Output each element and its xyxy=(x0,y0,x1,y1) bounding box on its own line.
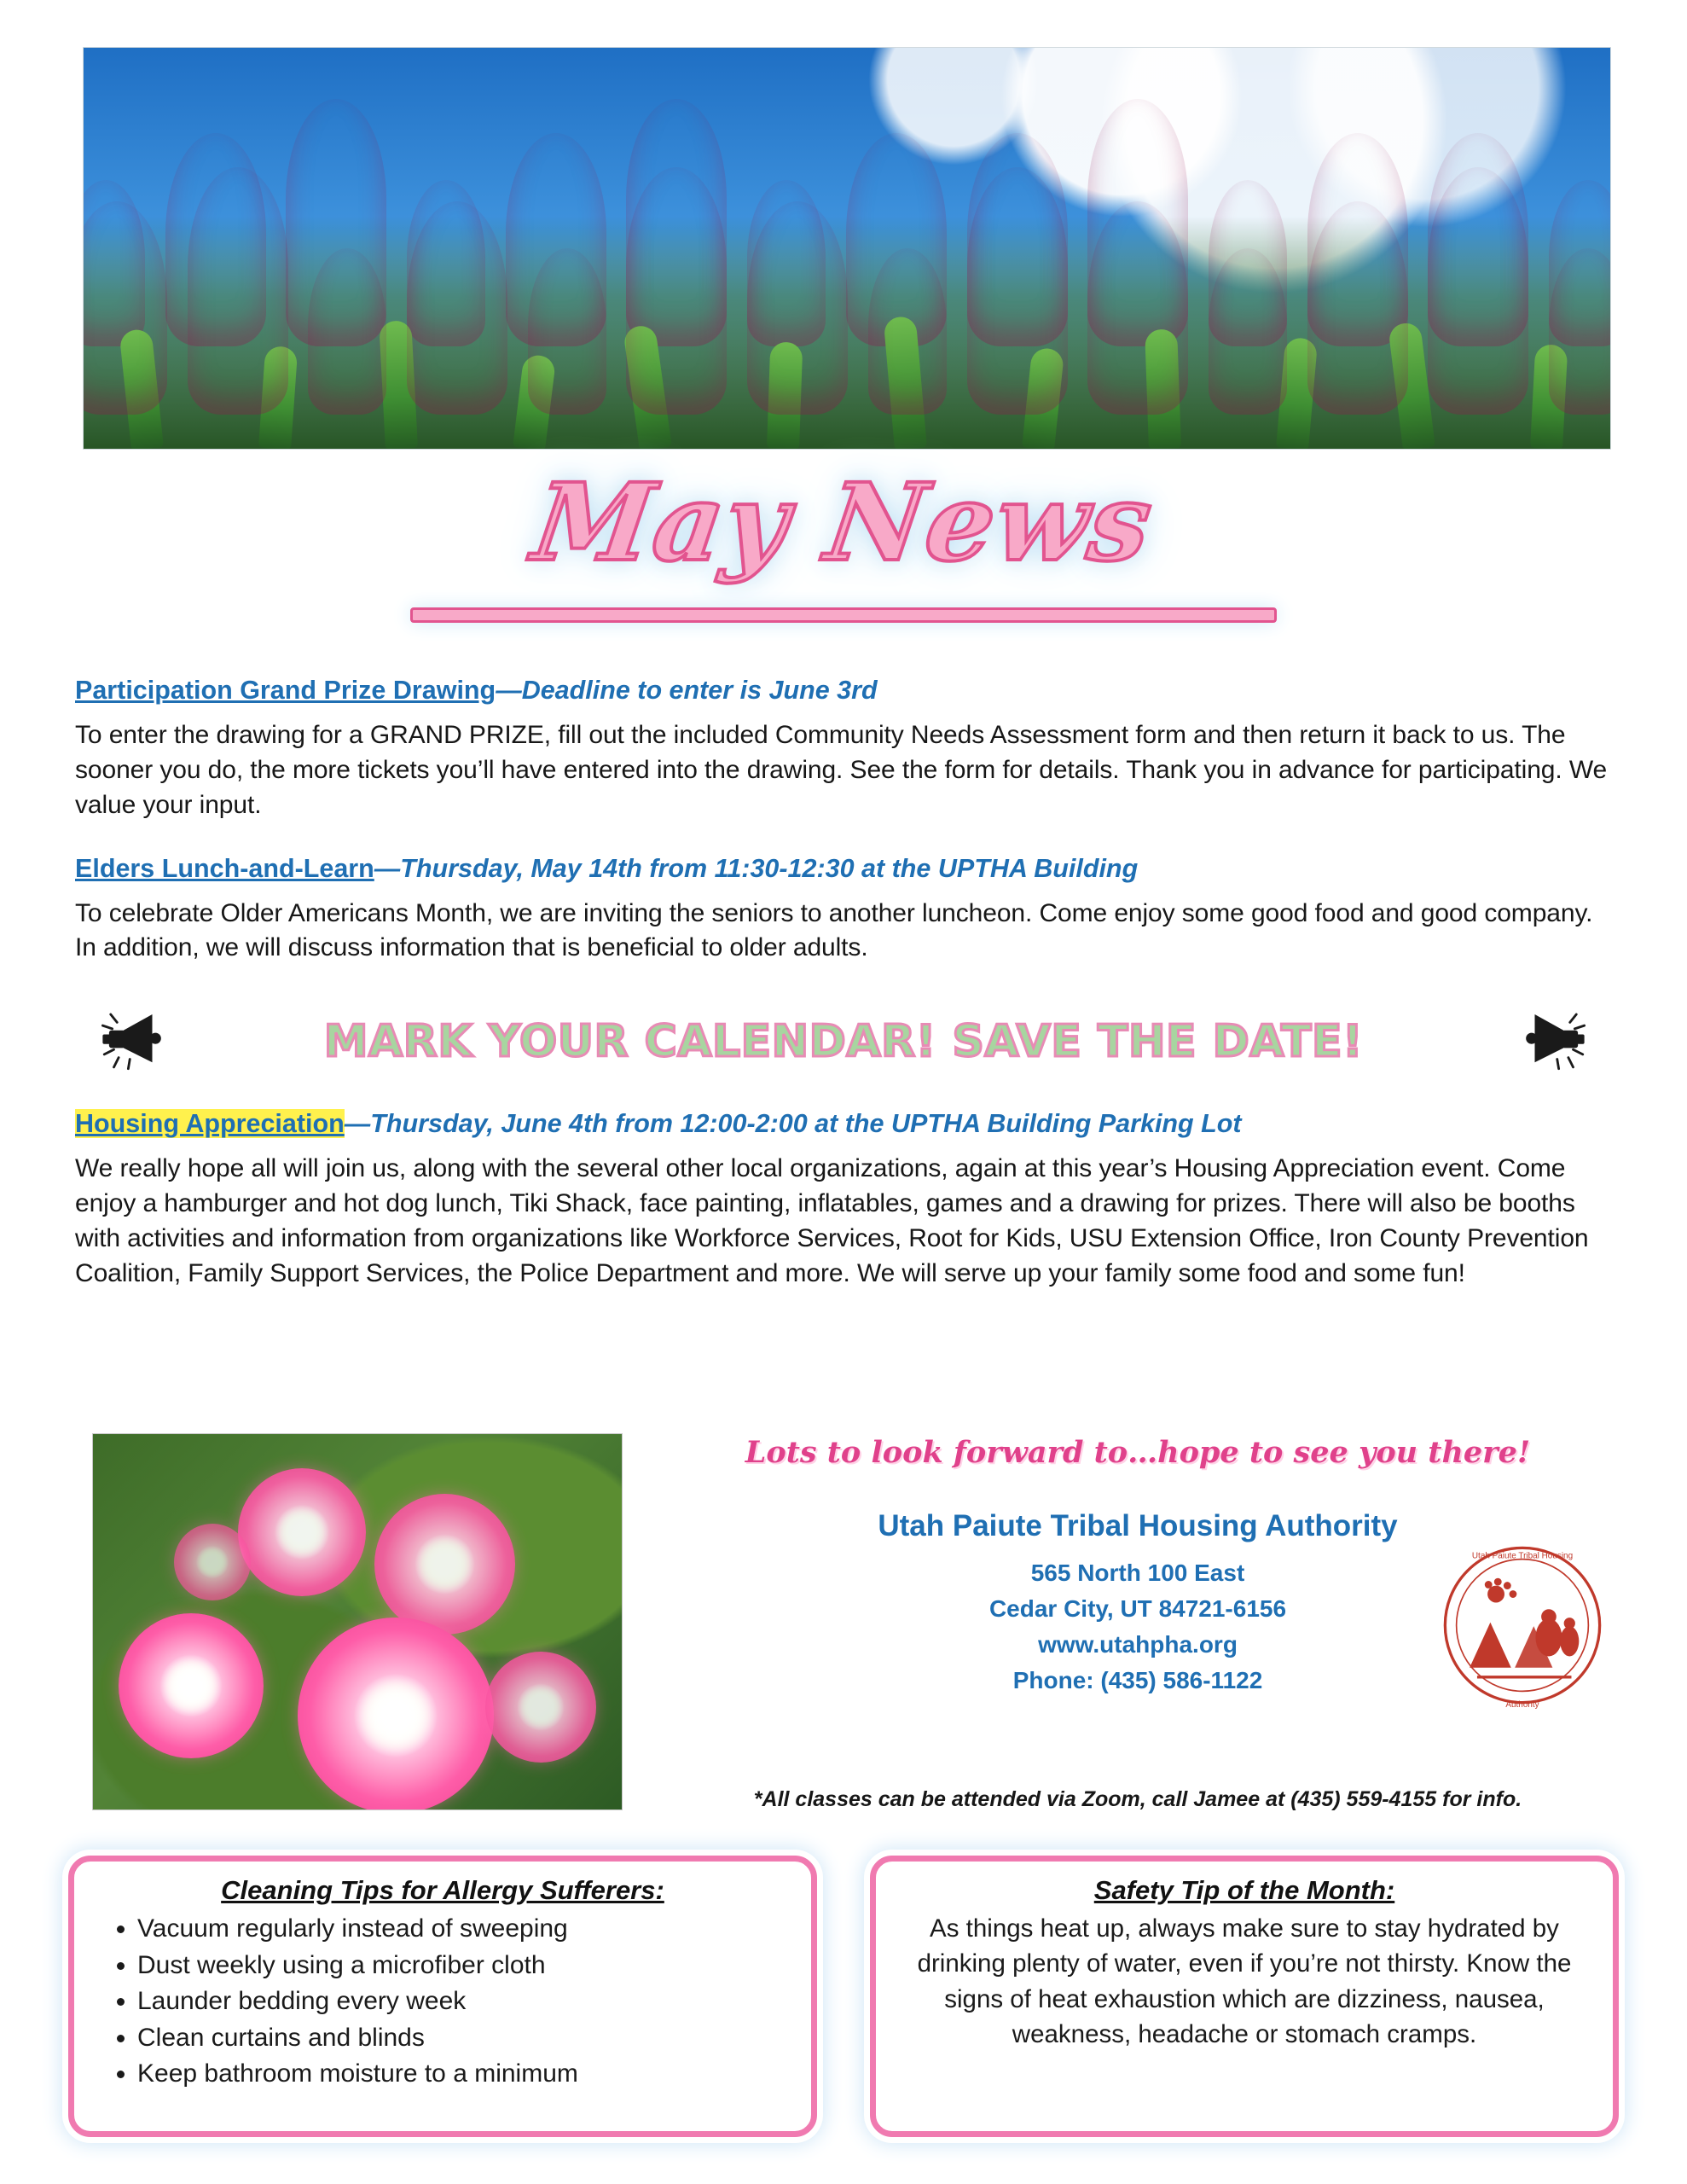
list-item: • Keep bathroom moisture to a minimum xyxy=(137,2056,794,2093)
list-item: • Clean curtains and blinds xyxy=(137,2020,794,2057)
megaphone-icon xyxy=(92,1002,174,1078)
page-title: May News xyxy=(526,461,1161,585)
megaphone-icon xyxy=(1513,1002,1595,1078)
mark-your-calendar-band xyxy=(75,995,1612,1089)
safety-tip-text: As things heat up, always make sure to stay hydrated by drinking plenty of water, even if you’re not thirsty. Know the signs of heat exhaustion which are dizziness, nausea, weakness, headache or stomach cramps. xyxy=(917,1914,1572,2048)
section-heading-elders-lunch xyxy=(75,852,1612,885)
section-heading-tail: —Thursday, June 4th from 12:00-2:00 at the UPTHA Building Parking Lot xyxy=(344,1109,1242,1139)
cleaning-tips-box xyxy=(68,1856,817,2137)
tip-boxes-row xyxy=(68,1856,1619,2137)
section-heading-lead-highlighted: Housing Appreciation xyxy=(75,1109,345,1139)
list-item: • Dust weekly using a microfiber cloth xyxy=(137,1948,794,1984)
section-body-housing-appreciation: We really hope all will join us, along with the several other local organizations, again at this year’s Housing Appreciation event. Come enjoy a hamburger and hot dog lunch, Tiki Shack, face painting, inflatables, games and a drawing for prizes. There will also be booths with activities and information from organizations like Workforce Services, Root for Kids, USU Extension Office, Iron County Prevention Coalition, Family Support Services, the Police Department and more. We will serve up your family some food and some fun! xyxy=(75,1154,1589,1287)
closing-tagline: Lots to look forward to…hope to see you there! xyxy=(745,1435,1531,1470)
organization-name: Utah Paiute Tribal Housing Authority xyxy=(878,1509,1398,1542)
website-link[interactable]: www.utahpha.org xyxy=(1038,1631,1238,1658)
header-banner-photo xyxy=(83,47,1611,450)
section-heading-lead: Participation Grand Prize Drawing xyxy=(75,676,496,705)
address-line-2: Cedar City, UT 84721-6156 xyxy=(988,1595,1287,1622)
lower-section xyxy=(75,1425,1612,1826)
title-underline xyxy=(410,607,1277,623)
svg-text:Authority: Authority xyxy=(1505,1700,1539,1711)
list-item: • Vacuum regularly instead of sweeping xyxy=(137,1911,794,1948)
section-heading-housing-appreciation xyxy=(75,1107,1612,1140)
section-heading-grand-prize xyxy=(75,674,1612,706)
cleaning-tips-list xyxy=(91,1911,794,2093)
cleaning-tips-title: Cleaning Tips for Allergy Sufferers: xyxy=(221,1875,664,1905)
section-heading-tail: —Deadline to enter is June 3rd xyxy=(496,676,878,705)
safety-tip-title: Safety Tip of the Month: xyxy=(1093,1875,1395,1905)
contact-block xyxy=(664,1425,1612,1711)
page-title-wrap xyxy=(0,461,1687,631)
banner-flower-row-front xyxy=(83,167,1611,415)
zoom-availability-note: *All classes can be attended via Zoom, call Jamee at (435) 559-4155 for info. xyxy=(753,1787,1522,1811)
section-heading-tail: —Thursday, May 14th from 11:30-12:30 at the UPTHA Building xyxy=(374,853,1139,883)
svg-text:Utah Paiute Tribal Housing: Utah Paiute Tribal Housing xyxy=(1471,1551,1574,1561)
section-body-grand-prize: To enter the drawing for a GRAND PRIZE, fill out the included Community Needs Assessment form and then return it back to us. The sooner you do, the more tickets you’ll have entered into the drawing. See the form for details. Thank you in advance for participating. We value your input. xyxy=(75,721,1608,819)
section-heading-lead: Elders Lunch-and-Learn xyxy=(75,853,374,883)
main-content xyxy=(75,674,1612,1321)
phone-number: Phone: (435) 586-1122 xyxy=(1012,1667,1263,1693)
calendar-banner-text: MARK YOUR CALENDAR! SAVE THE DATE! xyxy=(323,1016,1364,1068)
section-body-elders-lunch: To celebrate Older Americans Month, we are inviting the seniors to another luncheon. Come enjoy some good food and good company. In addition, we will discuss information that is beneficial to older adults. xyxy=(75,898,1593,962)
uptha-seal-logo xyxy=(1424,1536,1620,1715)
address-line-1: 565 North 100 East xyxy=(1030,1560,1245,1586)
list-item: • Launder bedding every week xyxy=(137,1984,794,2020)
safety-tip-box xyxy=(870,1856,1619,2137)
rain-lily-photo xyxy=(92,1433,623,1810)
